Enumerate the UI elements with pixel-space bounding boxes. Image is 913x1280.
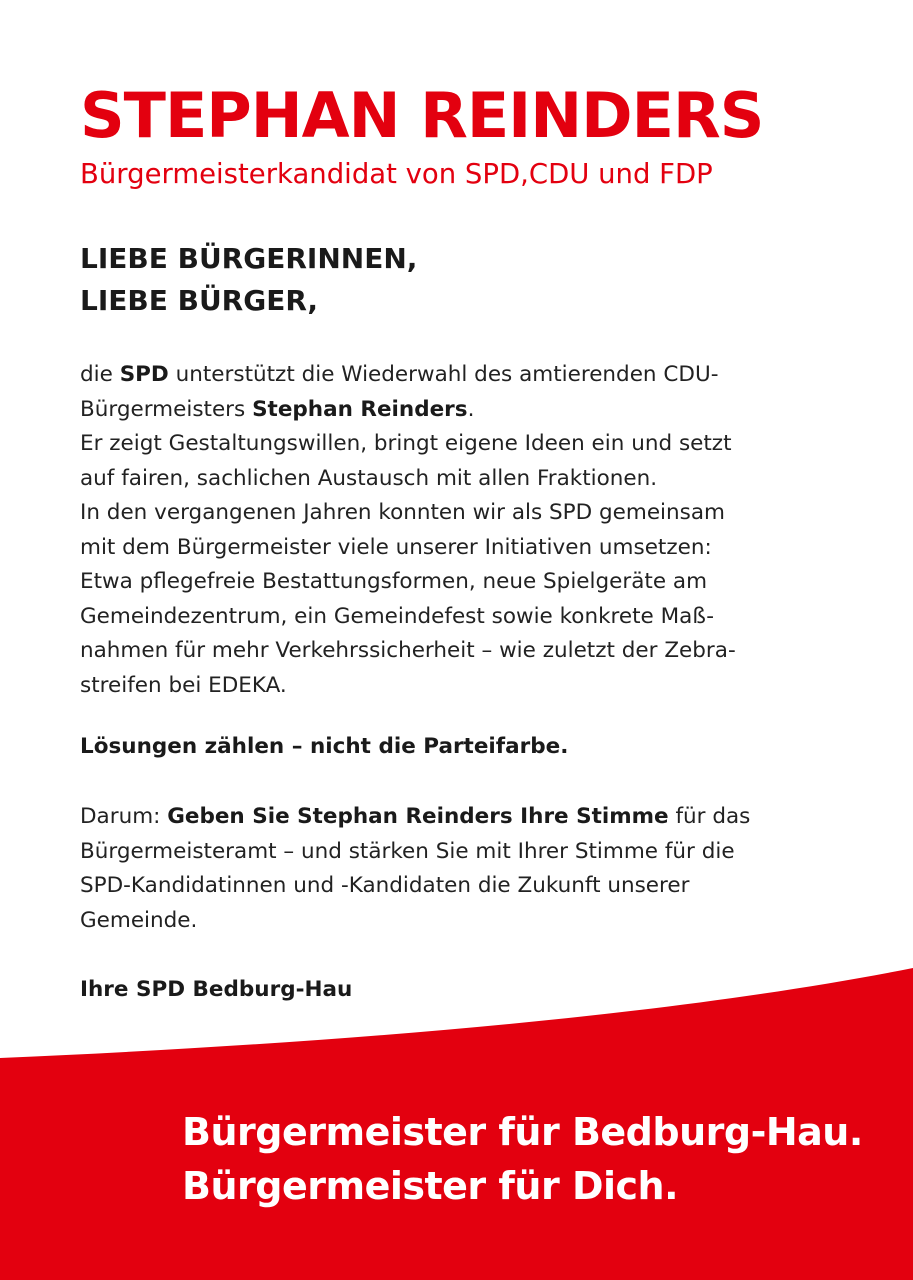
- body-bold-segment: SPD: [119, 362, 169, 387]
- body-line: auf fairen, sachlichen Austausch mit allen Fraktionen.: [80, 465, 658, 491]
- appeal-bold-segment: Geben Sie Stephan Reinders Ihre Stimme: [167, 804, 669, 829]
- letter-body: [80, 358, 870, 703]
- banner-line-1: Bürgermeister für Bedburg-Hau.: [182, 1110, 863, 1154]
- body-line: In den vergangenen Jahren konnten wir als SPD gemeinsam: [80, 500, 725, 525]
- appeal-line: [80, 800, 870, 835]
- appeal-line: Gemeinde.: [80, 907, 198, 933]
- appeal-paragraph: [80, 800, 870, 938]
- slogan: Lösungen zählen – nicht die Parteifarbe.: [80, 734, 569, 759]
- body-line: [80, 393, 870, 428]
- footer-banner: [0, 960, 913, 1280]
- appeal-text-segment: für das: [668, 804, 751, 829]
- greeting-line-1: LIEBE BÜRGERINNEN,: [80, 242, 418, 275]
- greeting-heading: [80, 238, 417, 322]
- candidate-name: STEPHAN REINDERS: [80, 79, 764, 152]
- body-text-segment: .: [467, 396, 475, 422]
- candidate-subtitle: Bürgermeisterkandidat von SPD,CDU und FDP: [80, 158, 713, 190]
- body-line: mit dem Bürgermeister viele unserer Initiativen umsetzen:: [80, 534, 712, 560]
- banner-slogan: [182, 1105, 863, 1213]
- body-line: Er zeigt Gestaltungswillen, bringt eigene Ideen ein und setzt: [80, 431, 732, 456]
- signature: Ihre SPD Bedburg-Hau: [80, 977, 353, 1002]
- body-line: nahmen für mehr Verkehrssicherheit – wie zuletzt der Zebra-: [80, 638, 736, 663]
- appeal-line: Bürgermeisteramt – und stärken Sie mit Ihrer Stimme für die: [80, 838, 735, 864]
- body-bold-segment: Stephan Reinders: [252, 396, 468, 422]
- body-line: streifen bei EDEKA.: [80, 672, 287, 698]
- banner-line-2: Bürgermeister für Dich.: [182, 1164, 679, 1208]
- body-text-segment: unterstützt die Wiederwahl des amtierenden CDU-: [168, 362, 719, 387]
- appeal-text-segment: Darum:: [80, 804, 168, 829]
- body-line: Gemeindezentrum, ein Gemeindefest sowie konkrete Maß-: [80, 603, 715, 629]
- body-line: Etwa pflegefreie Bestattungsformen, neue Spielgeräte am: [80, 569, 708, 594]
- body-text-segment: die: [80, 362, 120, 387]
- body-text-segment: Bürgermeisters: [80, 396, 253, 422]
- greeting-line-2: LIEBE BÜRGER,: [80, 284, 319, 317]
- appeal-line: SPD-Kandidatinnen und -Kandidaten die Zukunft unserer: [80, 873, 690, 898]
- body-line: [80, 358, 870, 393]
